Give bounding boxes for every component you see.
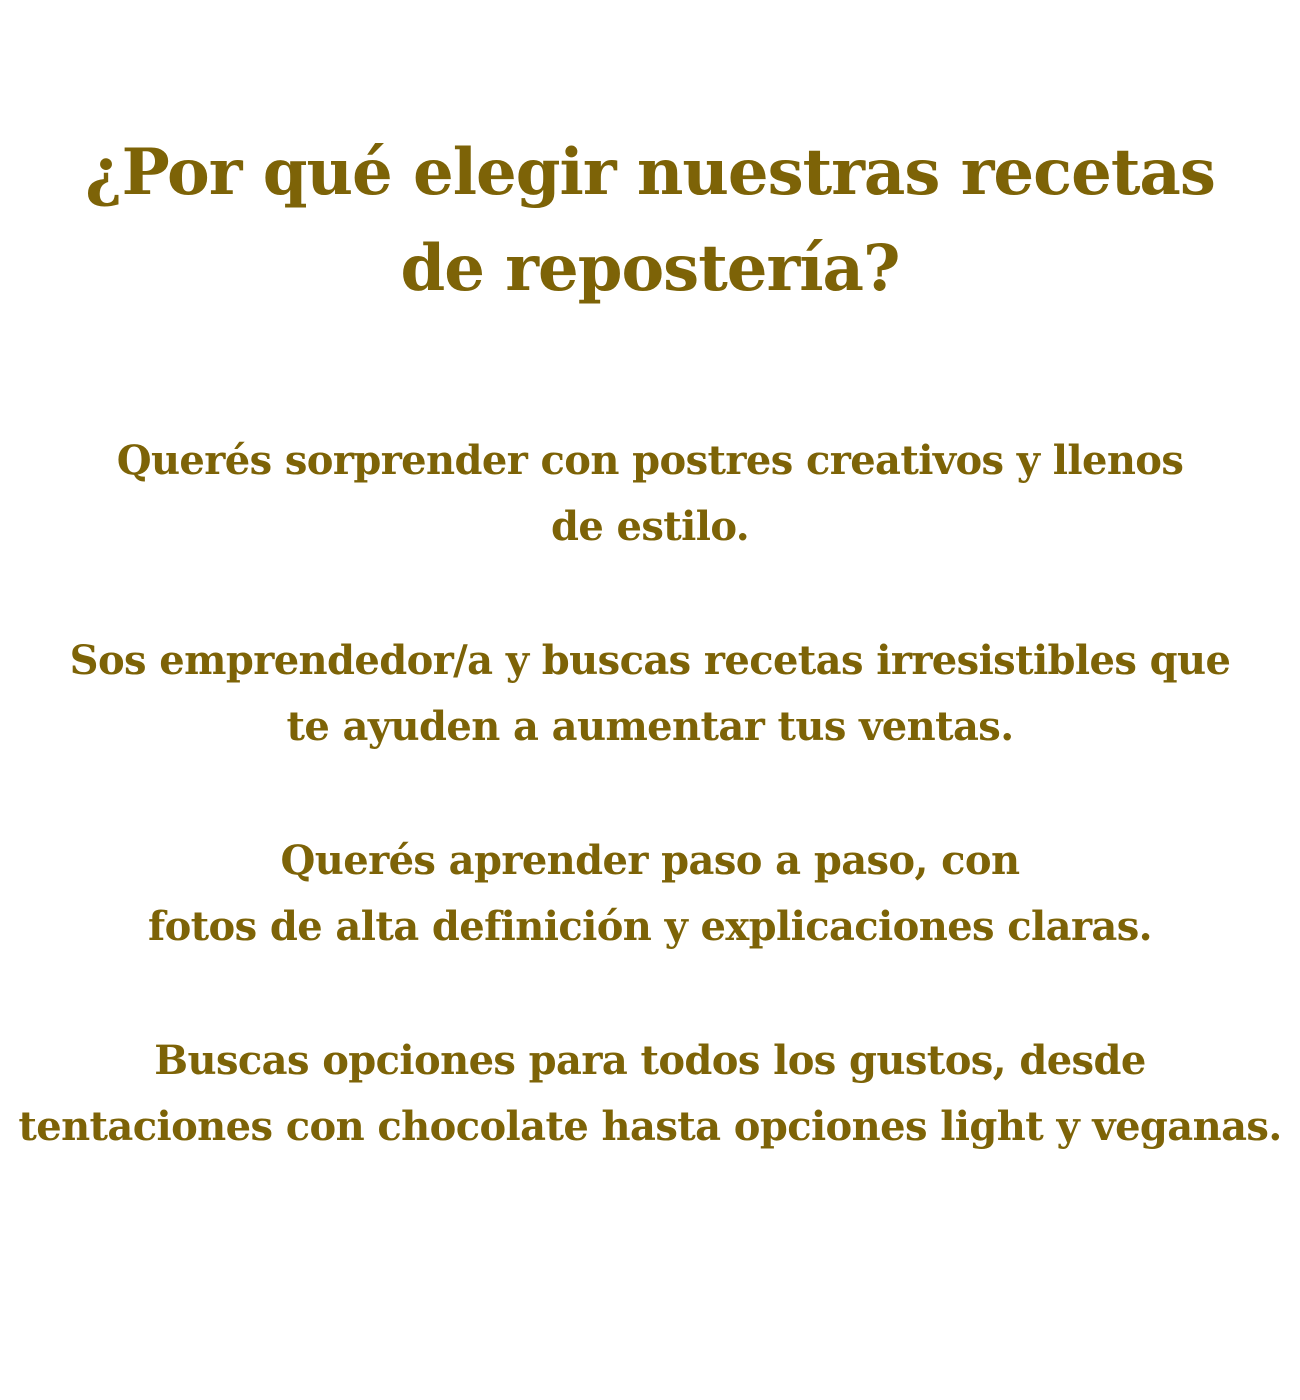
benefits-list bbox=[0, 428, 1300, 1228]
benefit-line: te ayuden a aumentar tus ventas. bbox=[286, 703, 1014, 750]
benefit-line: Querés aprender paso a paso, con bbox=[280, 837, 1020, 884]
benefit-line: Buscas opciones para todos los gustos, desde bbox=[154, 1037, 1146, 1084]
benefit-item-creative-desserts bbox=[0, 428, 1300, 560]
benefit-item-step-by-step bbox=[0, 828, 1300, 960]
benefit-line: de estilo. bbox=[550, 503, 750, 550]
page-title-line-1: ¿Por qué elegir nuestras recetas bbox=[85, 135, 1215, 210]
benefit-item-all-tastes bbox=[0, 1028, 1300, 1160]
benefit-line: Querés sorprender con postres creativos y llenos bbox=[116, 437, 1184, 484]
benefit-line: fotos de alta definición y explicaciones claras. bbox=[147, 903, 1152, 950]
benefit-item-entrepreneurs bbox=[0, 628, 1300, 760]
benefit-line: Sos emprendedor/a y buscas recetas irresistibles que bbox=[69, 637, 1231, 684]
page-title-line-2: de repostería? bbox=[400, 231, 900, 306]
page-title bbox=[0, 125, 1300, 317]
benefit-line: tentaciones con chocolate hasta opciones light y veganas. bbox=[18, 1103, 1282, 1150]
